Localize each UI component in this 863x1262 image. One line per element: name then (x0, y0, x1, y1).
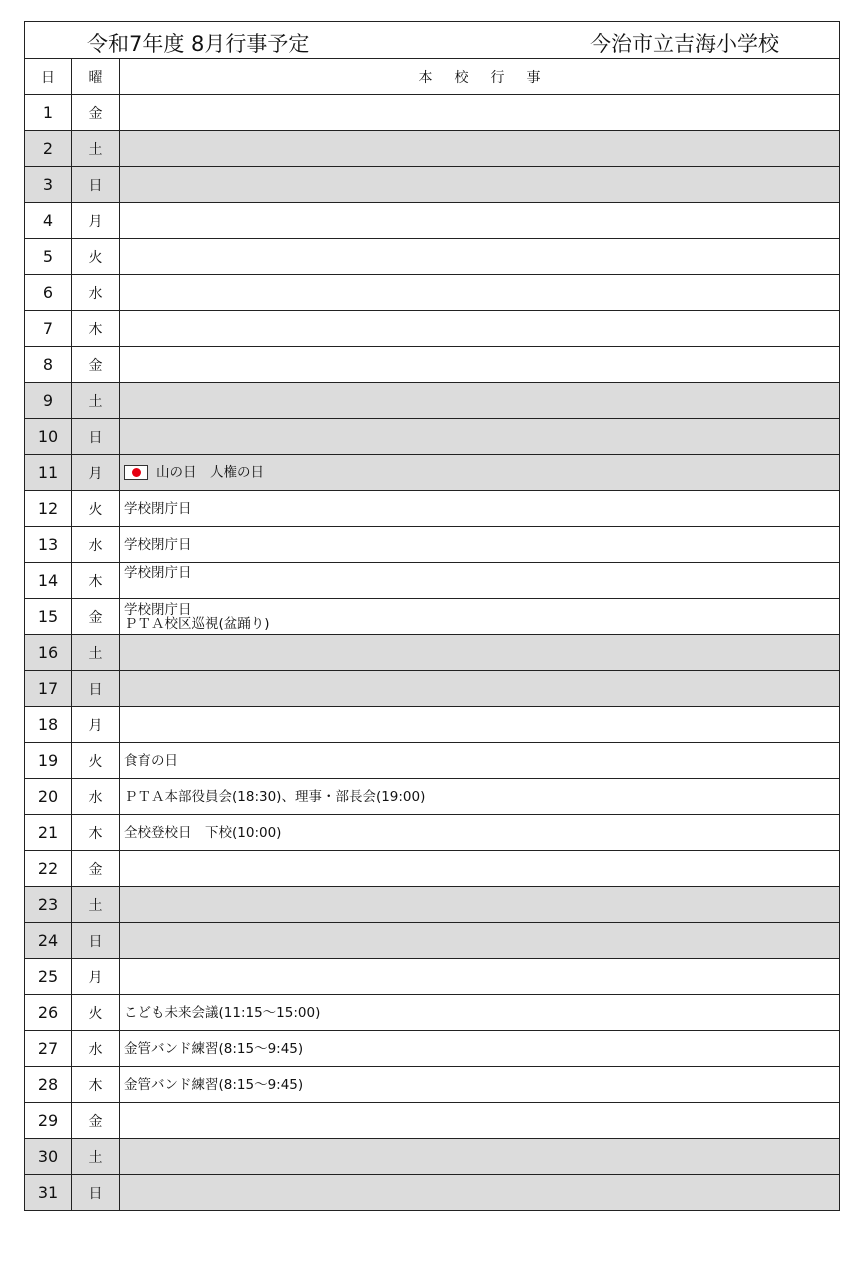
events-cell (120, 599, 840, 635)
events-cell (120, 743, 840, 779)
column-header-day: 日 (25, 59, 72, 95)
day-cell: 6 (25, 275, 72, 311)
weekday-cell: 月 (72, 455, 120, 491)
day-cell: 3 (25, 167, 72, 203)
weekday-cell: 木 (72, 1067, 120, 1103)
weekday-cell: 水 (72, 1031, 120, 1067)
weekday-cell: 金 (72, 95, 120, 131)
column-header-row (25, 59, 840, 95)
table-row (25, 563, 840, 599)
day-cell: 13 (25, 527, 72, 563)
weekday-cell: 土 (72, 887, 120, 923)
events-cell (120, 563, 840, 599)
events-cell (120, 527, 840, 563)
events-cell (120, 995, 840, 1031)
events-cell (120, 455, 840, 491)
table-row (25, 815, 840, 851)
events-cell (120, 275, 840, 311)
day-cell: 26 (25, 995, 72, 1031)
events-cell (120, 851, 840, 887)
day-cell: 4 (25, 203, 72, 239)
day-cell: 8 (25, 347, 72, 383)
table-row (25, 95, 840, 131)
day-cell: 21 (25, 815, 72, 851)
flag-disc (132, 468, 141, 477)
table-row (25, 239, 840, 275)
events-cell (120, 707, 840, 743)
table-row (25, 959, 840, 995)
events-cell (120, 491, 840, 527)
table-row (25, 419, 840, 455)
weekday-cell: 日 (72, 923, 120, 959)
weekday-cell: 水 (72, 275, 120, 311)
page-title: 令和7年度 8月行事予定 (87, 32, 310, 56)
table-row (25, 131, 840, 167)
day-cell: 11 (25, 455, 72, 491)
weekday-cell: 土 (72, 131, 120, 167)
table-row (25, 1067, 840, 1103)
weekday-cell: 金 (72, 347, 120, 383)
weekday-cell: 木 (72, 311, 120, 347)
event-text: ＰＴＡ校区巡視(盆踊り) (124, 615, 270, 632)
event-text: 学校閉庁日 (124, 536, 192, 553)
event-text: 山の日 人権の日 (156, 464, 264, 481)
table-row (25, 599, 840, 635)
event-text: 学校閉庁日 (124, 565, 192, 581)
weekday-cell: 水 (72, 779, 120, 815)
weekday-cell: 火 (72, 239, 120, 275)
day-cell: 19 (25, 743, 72, 779)
weekday-cell: 土 (72, 383, 120, 419)
events-cell (120, 131, 840, 167)
events-cell (120, 167, 840, 203)
column-header-events: 本校行事 (120, 59, 840, 95)
events-cell (120, 311, 840, 347)
day-cell: 2 (25, 131, 72, 167)
weekday-cell: 日 (72, 671, 120, 707)
table-row (25, 275, 840, 311)
day-cell: 30 (25, 1139, 72, 1175)
weekday-cell: 日 (72, 1175, 120, 1211)
day-cell: 7 (25, 311, 72, 347)
event-text: 学校閉庁日 (124, 500, 192, 517)
event-text: 金管バンド練習(8:15～9:45) (124, 1040, 304, 1057)
day-cell: 12 (25, 491, 72, 527)
column-header-weekday: 曜 (72, 59, 120, 95)
events-cell (120, 1067, 840, 1103)
table-row (25, 383, 840, 419)
weekday-cell: 月 (72, 707, 120, 743)
events-cell (120, 959, 840, 995)
title-row (25, 22, 840, 59)
events-cell (120, 815, 840, 851)
table-row (25, 1031, 840, 1067)
weekday-cell: 日 (72, 167, 120, 203)
weekday-cell: 金 (72, 1103, 120, 1139)
day-cell: 22 (25, 851, 72, 887)
table-row (25, 1175, 840, 1211)
day-cell: 20 (25, 779, 72, 815)
events-cell (120, 923, 840, 959)
table-row (25, 1139, 840, 1175)
day-cell: 29 (25, 1103, 72, 1139)
weekday-cell: 月 (72, 203, 120, 239)
table-row (25, 311, 840, 347)
day-cell: 18 (25, 707, 72, 743)
events-cell (120, 1103, 840, 1139)
weekday-cell: 金 (72, 851, 120, 887)
day-cell: 27 (25, 1031, 72, 1067)
school-name: 今治市立吉海小学校 (590, 32, 780, 56)
day-cell: 10 (25, 419, 72, 455)
table-row (25, 1103, 840, 1139)
weekday-cell: 金 (72, 599, 120, 635)
weekday-cell: 土 (72, 635, 120, 671)
day-cell: 28 (25, 1067, 72, 1103)
day-cell: 15 (25, 599, 72, 635)
day-cell: 25 (25, 959, 72, 995)
events-cell (120, 1031, 840, 1067)
title-cell (25, 22, 840, 59)
events-cell (120, 239, 840, 275)
events-cell (120, 887, 840, 923)
weekday-cell: 土 (72, 1139, 120, 1175)
weekday-cell: 木 (72, 815, 120, 851)
weekday-cell: 火 (72, 743, 120, 779)
day-cell: 14 (25, 563, 72, 599)
events-cell (120, 1175, 840, 1211)
day-cell: 23 (25, 887, 72, 923)
table-row (25, 851, 840, 887)
japan-flag-icon (124, 465, 148, 480)
table-row (25, 743, 840, 779)
weekday-cell: 日 (72, 419, 120, 455)
weekday-cell: 木 (72, 563, 120, 599)
day-cell: 17 (25, 671, 72, 707)
table-row (25, 491, 840, 527)
table-row (25, 455, 840, 491)
day-cell: 16 (25, 635, 72, 671)
table-row (25, 203, 840, 239)
table-row (25, 671, 840, 707)
table-row (25, 635, 840, 671)
day-cell: 1 (25, 95, 72, 131)
events-cell (120, 635, 840, 671)
weekday-cell: 月 (72, 959, 120, 995)
event-text: 金管バンド練習(8:15～9:45) (124, 1076, 304, 1093)
events-cell (120, 383, 840, 419)
weekday-cell: 火 (72, 491, 120, 527)
day-cell: 24 (25, 923, 72, 959)
events-cell (120, 1139, 840, 1175)
event-text: 学校閉庁日 (124, 601, 192, 618)
weekday-cell: 火 (72, 995, 120, 1031)
table-row (25, 167, 840, 203)
event-text: 食育の日 (124, 752, 178, 769)
table-row (25, 923, 840, 959)
events-cell (120, 671, 840, 707)
event-text: ＰＴＡ本部役員会(18:30)、理事・部長会(19:00) (124, 788, 426, 805)
table-row (25, 527, 840, 563)
table-row (25, 887, 840, 923)
events-cell (120, 95, 840, 131)
day-cell: 5 (25, 239, 72, 275)
day-cell: 31 (25, 1175, 72, 1211)
day-cell: 9 (25, 383, 72, 419)
events-cell (120, 347, 840, 383)
events-cell (120, 419, 840, 455)
table-row (25, 707, 840, 743)
events-cell (120, 779, 840, 815)
table-row (25, 779, 840, 815)
events-cell (120, 203, 840, 239)
schedule-table (24, 21, 840, 1211)
table-row (25, 347, 840, 383)
weekday-cell: 水 (72, 527, 120, 563)
table-row (25, 995, 840, 1031)
event-text: こども未来会議(11:15～15:00) (124, 1004, 321, 1021)
event-text: 全校登校日 下校(10:00) (124, 824, 282, 841)
